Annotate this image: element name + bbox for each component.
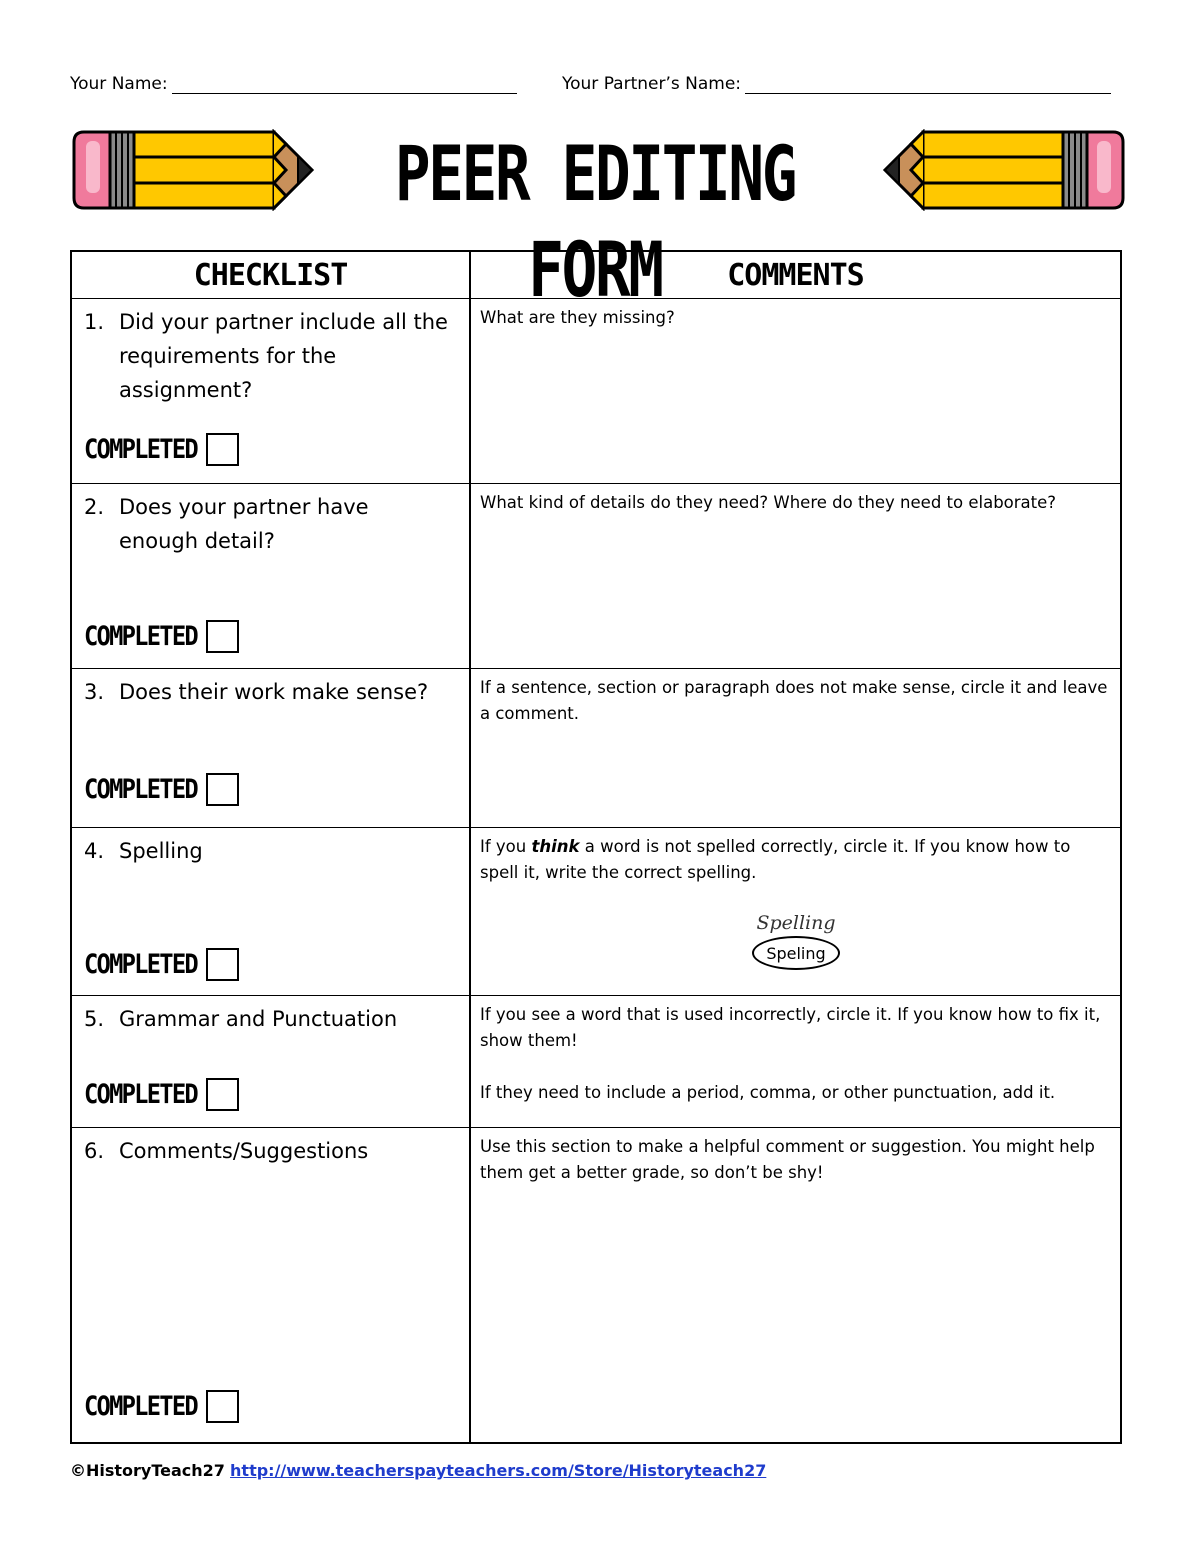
footer	[70, 1461, 766, 1480]
comment-prompt: If a sentence, section or paragraph does not make sense, circle it and leave a comment.	[480, 678, 1108, 723]
spelling-example	[748, 912, 844, 982]
completed-checkbox-group[interactable]	[84, 620, 239, 653]
name-fields	[70, 74, 1122, 98]
completed-label: COMPLETED	[84, 774, 197, 805]
partner-name-field[interactable]	[562, 74, 1111, 94]
table-row	[72, 828, 1120, 996]
comment-emphasis: think	[531, 837, 580, 856]
completed-checkbox[interactable]	[206, 773, 239, 806]
table-row	[72, 484, 1120, 669]
comment-prompt: Use this section to make a helpful comment or suggestion. You might help them get a better grade, so don’t be shy!	[480, 1137, 1095, 1182]
checklist-question	[84, 490, 449, 558]
comment-text: If they need to include a period, comma, or other punctuation, add it.	[480, 1083, 1056, 1102]
comments-header: COMMENTS	[727, 258, 864, 293]
question-number: 6.	[84, 1139, 105, 1163]
question-text: Did your partner include all the requirements for the assignment?	[119, 310, 448, 402]
checklist-question	[84, 305, 449, 407]
table-header-row	[72, 252, 1120, 299]
completed-checkbox[interactable]	[206, 1390, 239, 1423]
checklist-question	[84, 834, 449, 868]
comment-prompt: What are they missing?	[480, 308, 675, 327]
checklist-header: CHECKLIST	[193, 258, 348, 293]
checklist-question	[84, 675, 449, 709]
completed-checkbox-group[interactable]	[84, 948, 239, 981]
your-name-label: Your Name:	[70, 74, 168, 94]
completed-checkbox[interactable]	[206, 1078, 239, 1111]
question-text: Does their work make sense?	[119, 680, 429, 704]
table-row	[72, 669, 1120, 828]
completed-checkbox-group[interactable]	[84, 1390, 239, 1423]
your-name-line[interactable]	[172, 75, 517, 94]
checklist-question	[84, 1002, 449, 1036]
completed-checkbox[interactable]	[206, 620, 239, 653]
completed-label: COMPLETED	[84, 1391, 197, 1422]
completed-checkbox[interactable]	[206, 433, 239, 466]
completed-checkbox[interactable]	[206, 948, 239, 981]
comment-text: If you see a word that is used incorrectly, circle it. If you know how to fix it, show them!	[480, 1005, 1101, 1050]
completed-label: COMPLETED	[84, 1079, 197, 1110]
copyright-text: ©HistoryTeach27	[70, 1461, 225, 1480]
question-number: 5.	[84, 1007, 105, 1031]
question-number: 2.	[84, 495, 105, 519]
completed-checkbox-group[interactable]	[84, 773, 239, 806]
your-name-field[interactable]	[70, 74, 517, 94]
completed-label: COMPLETED	[84, 949, 197, 980]
partner-name-line[interactable]	[745, 75, 1111, 94]
pencil-left-icon	[70, 129, 315, 211]
table-row	[72, 1128, 1120, 1444]
comment-text: a word is not spelled correctly, circle it. If you know how to spell it, write the correct spelling.	[480, 837, 1071, 882]
question-text: Does your partner have enough detail?	[119, 495, 369, 553]
question-number: 3.	[84, 680, 105, 704]
comment-prompt	[480, 1002, 1108, 1106]
completed-checkbox-group[interactable]	[84, 433, 239, 466]
question-text: Comments/Suggestions	[119, 1139, 369, 1163]
completed-label: COMPLETED	[84, 621, 197, 652]
comment-prompt	[480, 834, 1108, 886]
comment-text: If you	[480, 837, 532, 856]
question-number: 1.	[84, 310, 105, 334]
completed-label: COMPLETED	[84, 434, 197, 465]
question-text: Spelling	[119, 839, 203, 863]
pencil-right-icon	[882, 129, 1127, 211]
page-title: PEER EDITING FORM	[394, 129, 796, 314]
completed-checkbox-group[interactable]	[84, 1078, 239, 1111]
table-row	[72, 996, 1120, 1128]
question-text: Grammar and Punctuation	[119, 1007, 398, 1031]
question-number: 4.	[84, 839, 105, 863]
table-row	[72, 299, 1120, 484]
store-link[interactable]: http://www.teacherspayteachers.com/Store/Historyteach27	[230, 1461, 767, 1480]
peer-editing-table	[70, 250, 1122, 1444]
spelling-correct-word: Spelling	[756, 912, 836, 934]
checklist-question	[84, 1134, 449, 1168]
spelling-circled-word: Speling	[752, 936, 840, 970]
partner-name-label: Your Partner’s Name:	[562, 74, 742, 94]
comment-prompt: What kind of details do they need? Where do they need to elaborate?	[480, 493, 1057, 512]
